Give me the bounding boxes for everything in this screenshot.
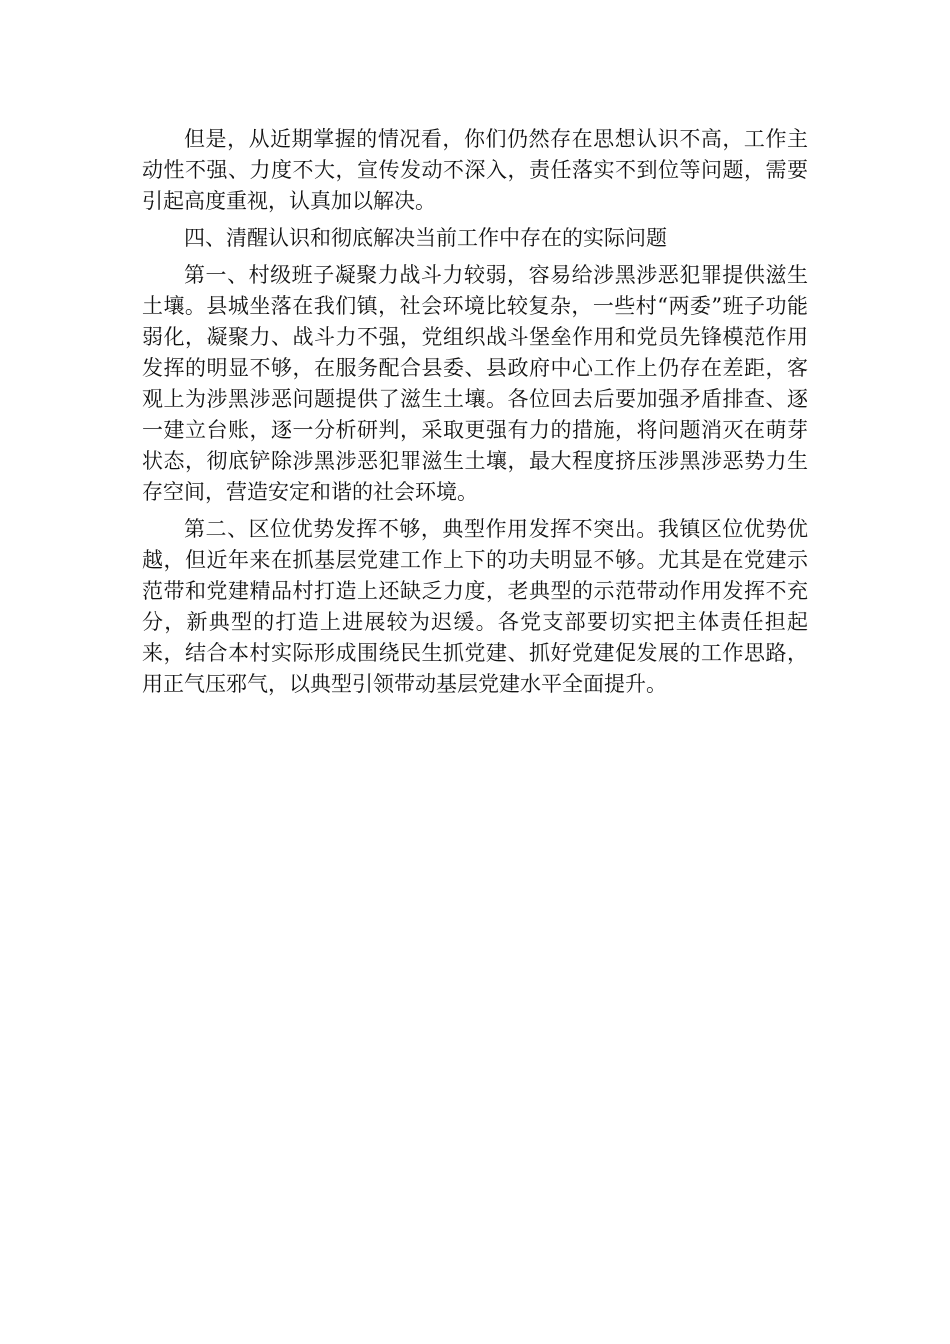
section-heading: 四、清醒认识和彻底解决当前工作中存在的实际问题 [184, 226, 667, 250]
paragraph-problems-intro: 但是，从近期掌握的情况看，你们仍然存在思想认识不高，工作主动性不强、力度不大，宣传发动不深入，责任落实不到位等问题，需要引起高度重视，认真加以解决。 [142, 127, 808, 213]
paragraph-point-one: 第一、村级班子凝聚力战斗力较弱，容易给涉黑涉恶犯罪提供滋生土壤。县城坐落在我们镇，社会环境比较复杂，一些村“两委”班子功能弱化，凝聚力、战斗力不强，党组织战斗堡垒作用和党员先锋模范作用发挥的明显不够，在服务配合县委、县政府中心工作上仍存在差距，客观上为涉黑涉恶问题提供了滋生土壤。各位回去后要加强矛盾排查、逐一建立台账，逐一分析研判，采取更强有力的措施，将问题消灭在萌芽状态，彻底铲除涉黑涉恶犯罪滋生土壤，最大程度挤压涉黑涉恶势力生存空间，营造安定和谐的社会环境。 [142, 263, 808, 504]
paragraph-point-two: 第二、区位优势发挥不够，典型作用发挥不突出。我镇区位优势优越，但近年来在抓基层党建工作上下的功夫明显不够。尤其是在党建示范带和党建精品村打造上还缺乏力度，老典型的示范带动作用发挥不充分，新典型的打造上进展较为迟缓。各党支部要切实把主体责任担起来，结合本村实际形成围绕民生抓党建、抓好党建促发展的工作思路，用正气压邪气，以典型引领带动基层党建水平全面提升。 [142, 517, 808, 696]
document-body [142, 124, 808, 706]
